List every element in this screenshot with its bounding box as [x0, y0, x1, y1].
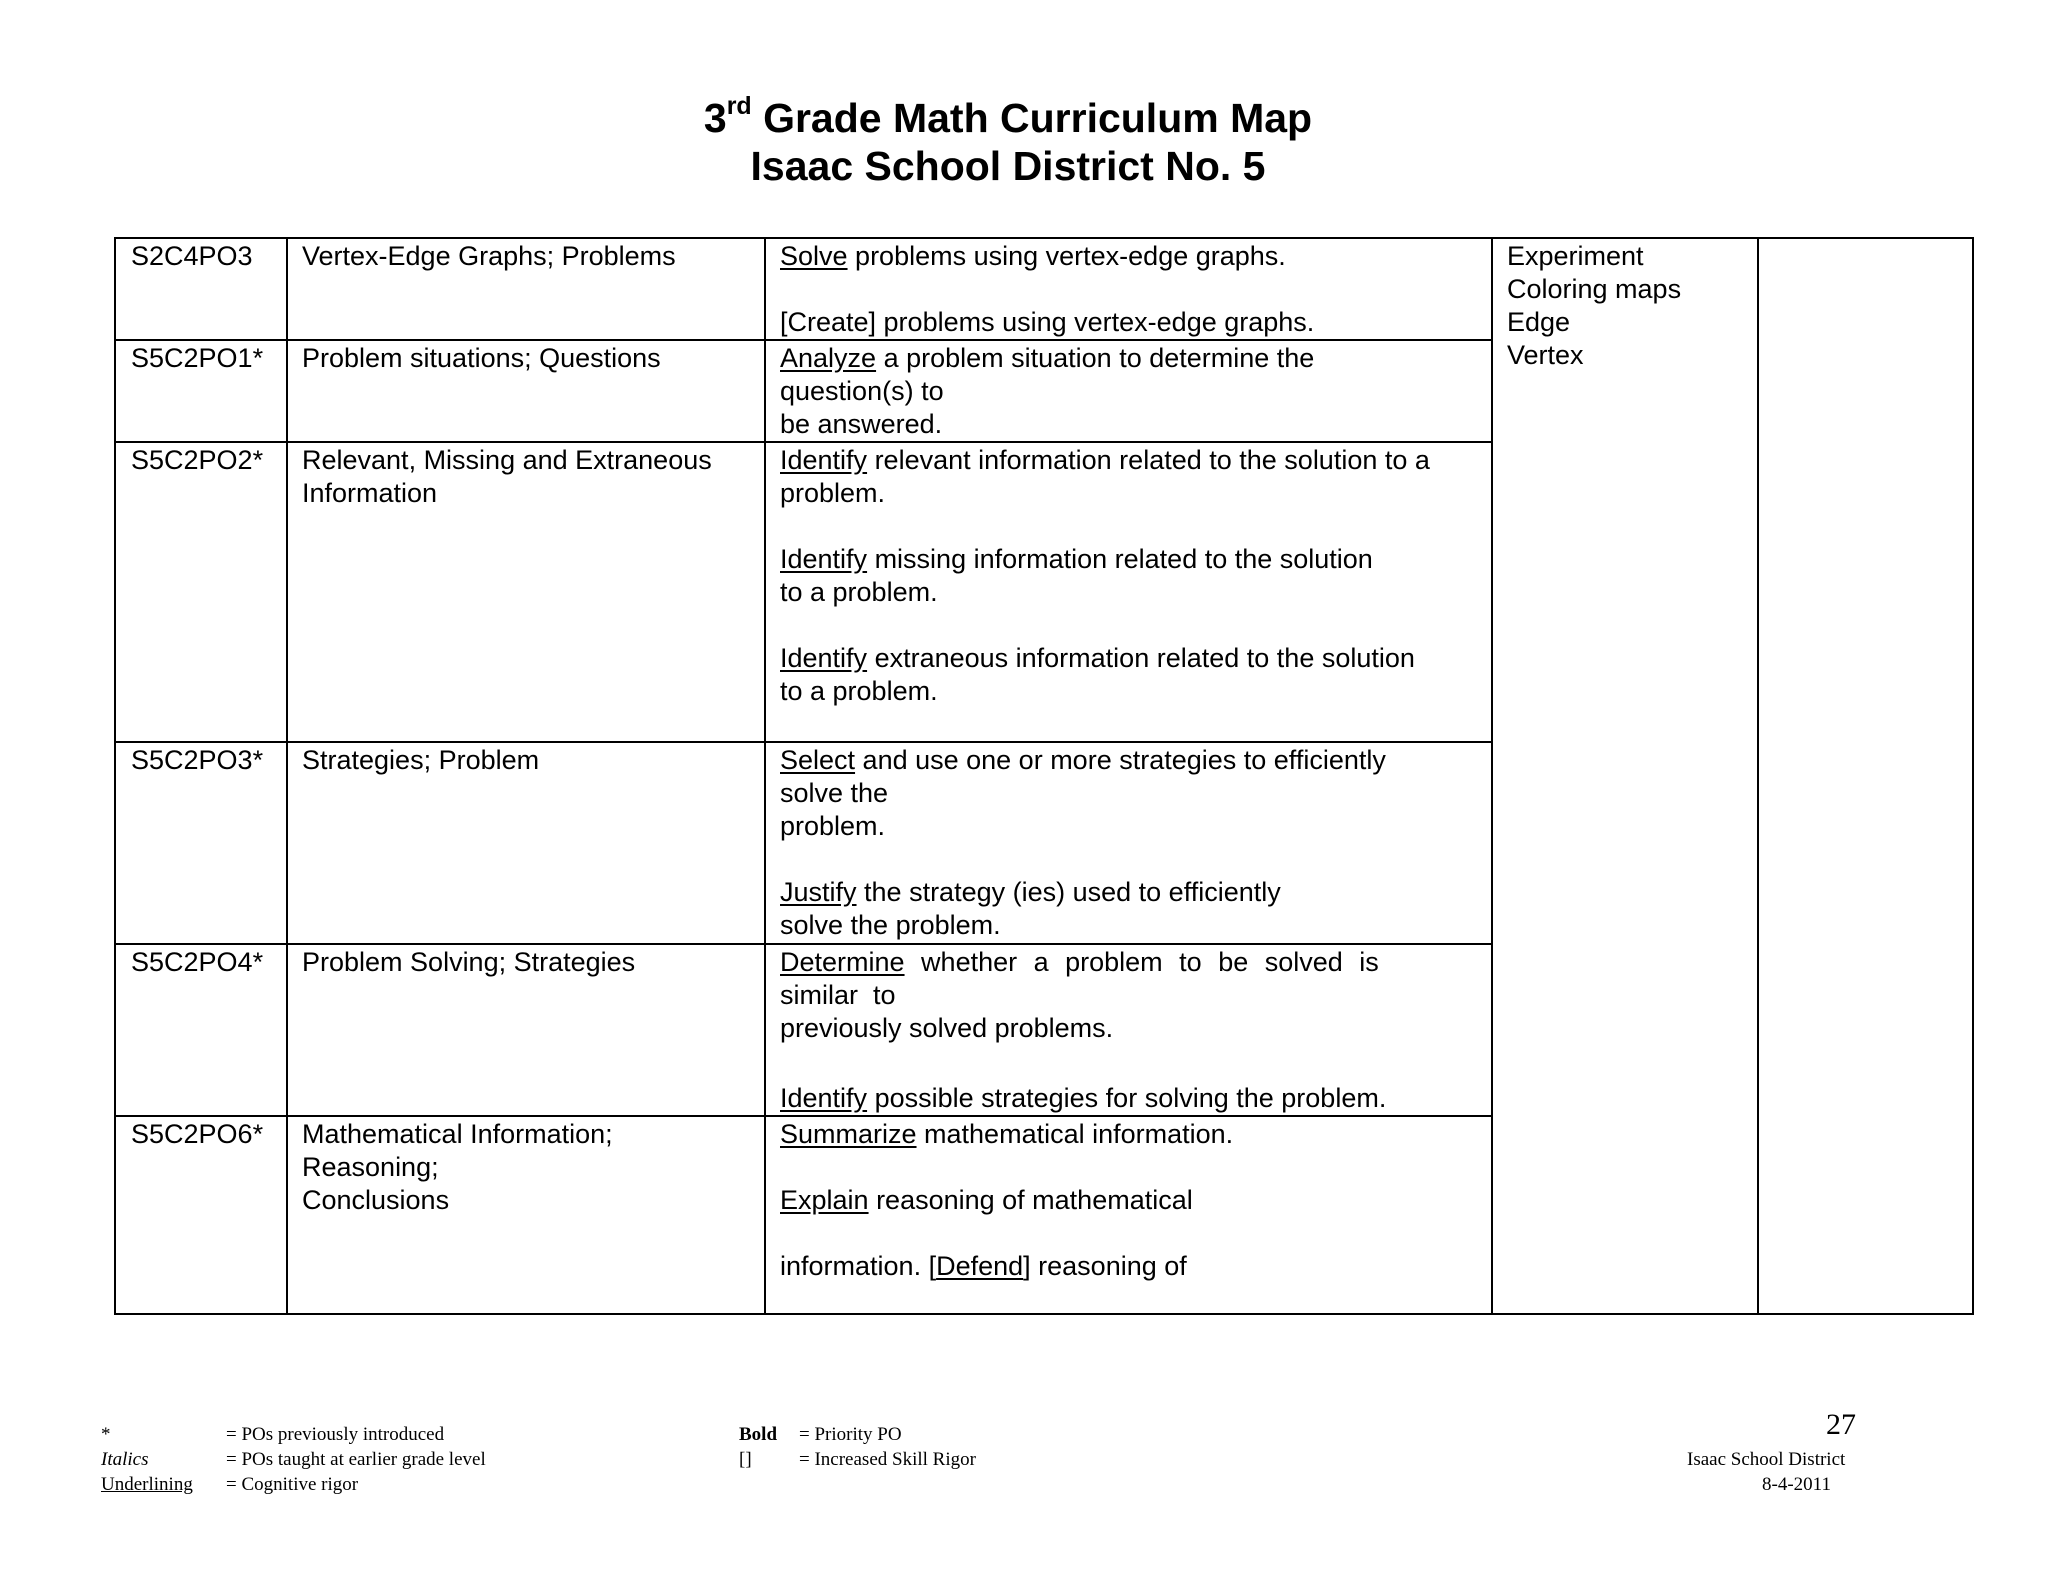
cognitive-verb: Explain [780, 1185, 869, 1215]
objective-cell [765, 340, 1492, 442]
district-title: Isaac School District No. 5 [750, 143, 1266, 189]
objective-text: information. [ [780, 1251, 937, 1281]
legend-desc: = POs previously introduced [226, 1424, 445, 1445]
legend-key-underlining: Underlining [101, 1474, 193, 1495]
objective-text: ] reasoning of [1023, 1251, 1187, 1281]
cognitive-verb: Select [780, 745, 856, 775]
cognitive-verb: Solve [780, 241, 848, 271]
legend-key-bold: Bold [739, 1424, 778, 1445]
legend-desc: = POs taught at earlier grade level [226, 1449, 486, 1470]
topic-cell [287, 1116, 765, 1314]
cognitive-verb: Determine [780, 947, 905, 977]
standard-code: S5C2PO3* [115, 742, 287, 944]
curriculum-table [114, 237, 1974, 1315]
objective-cell [765, 944, 1492, 1116]
topic-cell [287, 442, 765, 742]
vocab-term: Edge [1507, 307, 1571, 337]
objective-text: mathematical information. [916, 1119, 1234, 1149]
objective-text: question(s) to [780, 376, 944, 406]
footer-date: 8-4-2011 [1762, 1474, 1831, 1495]
legend-desc: = Cognitive rigor [226, 1474, 359, 1495]
objective-text: extraneous information related to the solution [867, 643, 1415, 673]
objective-cell [765, 1116, 1492, 1314]
objective-text: previously solved problems. [780, 1013, 1114, 1043]
topic-cell: Problem Solving; Strategies [287, 944, 765, 1116]
topic-text: Mathematical Information; [302, 1119, 613, 1149]
objective-text: to a problem. [780, 577, 938, 607]
legend-key-asterisk: * [101, 1424, 111, 1445]
topic-text: Information [302, 478, 438, 508]
cognitive-verb: Identify [780, 643, 868, 673]
standard-code: S5C2PO2* [115, 442, 287, 742]
legend-desc: = Priority PO [799, 1424, 902, 1445]
objective-text: to a problem. [780, 676, 938, 706]
objective-text: a problem situation to determine the [876, 343, 1315, 373]
objective-text: whether a problem to be solved is [904, 947, 1379, 977]
objective-text: possible strategies for solving the problem. [867, 1083, 1387, 1113]
objective-text: similar to [780, 980, 896, 1010]
objective-cell [765, 238, 1492, 340]
cognitive-verb: Analyze [780, 343, 877, 373]
legend-desc: = Increased Skill Rigor [799, 1449, 976, 1470]
objective-text: [Create] problems using vertex-edge graphs. [780, 307, 1315, 337]
objective-text: missing information related to the solution [867, 544, 1373, 574]
topic-text: Reasoning; [302, 1152, 439, 1182]
cognitive-verb: Justify [780, 877, 857, 907]
standard-code: S5C2PO4* [115, 944, 287, 1116]
cognitive-verb: Identify [780, 445, 868, 475]
page-number: 27 [1826, 1408, 1856, 1441]
topic-text: Conclusions [302, 1185, 450, 1215]
page-title [0, 94, 2032, 142]
empty-cell [1758, 238, 1973, 1314]
objective-cell [765, 442, 1492, 742]
vocab-term: Experiment [1507, 241, 1644, 271]
vocabulary-cell [1492, 238, 1758, 1314]
objective-text: and use one or more strategies to efficiently [855, 745, 1386, 775]
topic-cell: Problem situations; Questions [287, 340, 765, 442]
legend-key-italics: Italics [101, 1449, 149, 1470]
cognitive-verb: Identify [780, 544, 868, 574]
objective-text: relevant information related to the solution to a [867, 445, 1430, 475]
standard-code: S5C2PO1* [115, 340, 287, 442]
topic-cell: Vertex-Edge Graphs; Problems [287, 238, 765, 340]
grade-suffix: rd [726, 92, 752, 120]
topic-text: Relevant, Missing and Extraneous [302, 445, 712, 475]
objective-text: problem. [780, 811, 886, 841]
objective-text: solve the problem. [780, 910, 1001, 940]
objective-cell [765, 742, 1492, 944]
vocab-term: Vertex [1507, 340, 1584, 370]
cognitive-verb: Summarize [780, 1119, 917, 1149]
vocab-term: Coloring maps [1507, 274, 1682, 304]
footer-district: Isaac School District [1687, 1449, 1846, 1470]
objective-text: problems using vertex-edge graphs. [847, 241, 1286, 271]
objective-text: reasoning of mathematical [868, 1185, 1193, 1215]
objective-text: be answered. [780, 409, 943, 439]
legend-key-brackets: [] [739, 1449, 752, 1470]
standard-code: S5C2PO6* [115, 1116, 287, 1314]
table-row [115, 238, 1973, 340]
objective-text: solve the [780, 778, 889, 808]
title-text: Grade Math Curriculum Map [751, 95, 1313, 141]
cognitive-verb: Defend [936, 1251, 1024, 1281]
standard-code: S2C4PO3 [115, 238, 287, 340]
objective-text: the strategy (ies) used to efficiently [856, 877, 1281, 907]
topic-cell: Strategies; Problem [287, 742, 765, 944]
cognitive-verb: Identify [780, 1083, 868, 1113]
objective-text: problem. [780, 478, 886, 508]
grade-number: 3 [703, 95, 727, 141]
